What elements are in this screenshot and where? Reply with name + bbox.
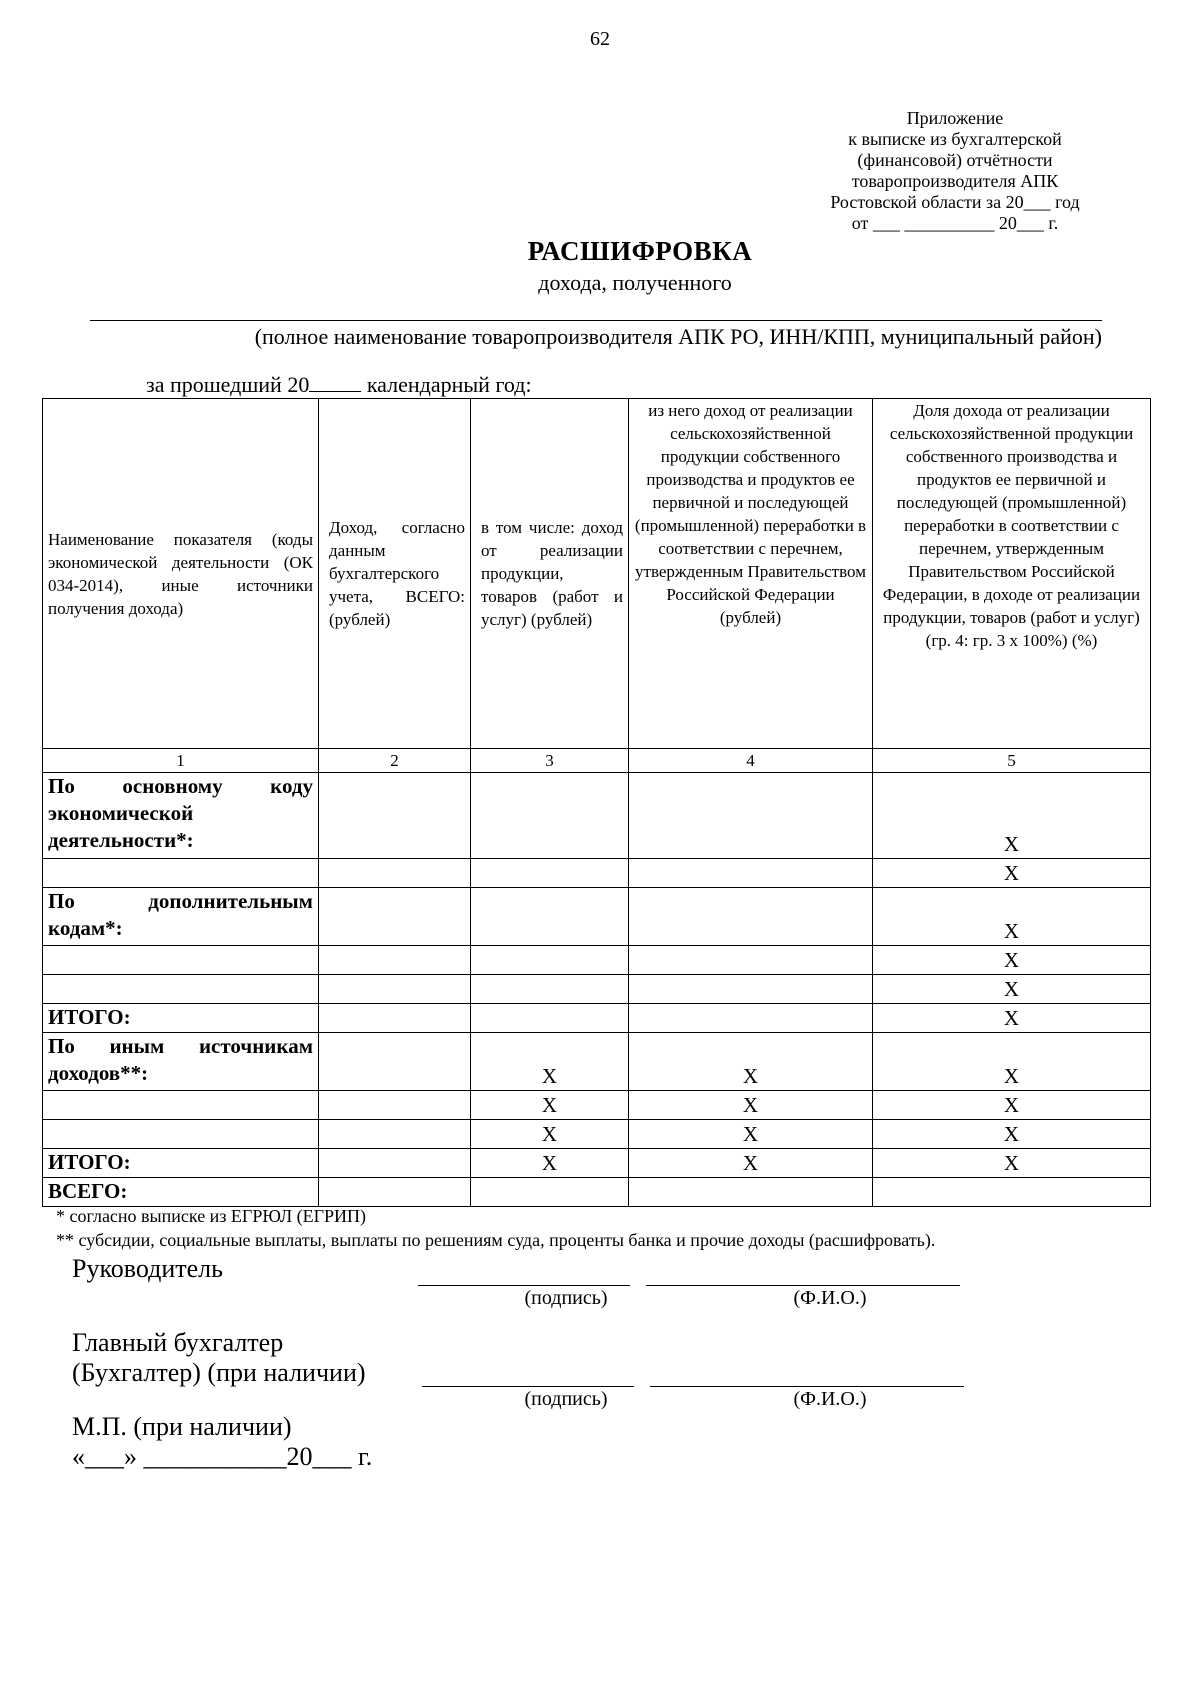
cell-col2 [319, 859, 471, 888]
column-number: 2 [319, 749, 471, 773]
table-row [43, 773, 1151, 859]
row-label: По иным источникам доходов**: [43, 1033, 319, 1091]
accountant-signature-caption: (подпись) [524, 1388, 608, 1410]
row-label [43, 975, 319, 1004]
head-signature-caption: (подпись) [524, 1287, 608, 1309]
cell-col3 [471, 773, 629, 859]
cell-col5: Х [873, 1004, 1151, 1033]
cell-col3: Х [471, 1149, 629, 1178]
column-number: 5 [873, 749, 1151, 773]
head-label: Руководитель [72, 1254, 223, 1283]
head-signature-line [418, 1285, 630, 1286]
producer-name-caption: (полное наименование товаропроизводителя АПК РО, ИНН/КПП, муниципальный район) [254, 324, 1102, 349]
cell-col3: Х [471, 1033, 629, 1091]
appendix-line: к выписке из бухгалтерской [848, 129, 1062, 149]
cell-col5: Х [873, 773, 1151, 859]
header-total-income: Доход, согласно данным бухгалтерского учета, ВСЕГО: (рублей) [319, 399, 471, 749]
cell-col4 [629, 773, 873, 859]
year-blank [309, 373, 361, 392]
row-label [43, 859, 319, 888]
cell-col3 [471, 946, 629, 975]
producer-name-line [90, 320, 1102, 321]
table-row [43, 1004, 1151, 1033]
cell-col4: Х [629, 1091, 873, 1120]
row-label: По основному коду экономической деятельности*: [43, 773, 319, 859]
cell-col2 [319, 773, 471, 859]
cell-col4 [629, 975, 873, 1004]
cell-col4: Х [629, 1120, 873, 1149]
cell-col4 [629, 888, 873, 946]
row-label: ИТОГО: [43, 1004, 319, 1033]
row-label: По дополнительным кодам*: [43, 888, 319, 946]
footnote-egrul: * согласно выписке из ЕГРЮЛ (ЕГРИП) [56, 1206, 367, 1226]
date-line: «___» ___________20___ г. [72, 1442, 373, 1471]
period-prefix: за прошедший 20 [146, 372, 310, 397]
cell-col4 [629, 859, 873, 888]
cell-col2 [319, 1178, 471, 1207]
column-number-row [43, 749, 1151, 773]
row-label: ВСЕГО: [43, 1178, 319, 1207]
header-row [43, 399, 1151, 749]
income-table [42, 398, 1151, 1207]
cell-col5: Х [873, 1120, 1151, 1149]
cell-col5 [873, 1178, 1151, 1207]
cell-col5: Х [873, 946, 1151, 975]
cell-col5: Х [873, 1091, 1151, 1120]
table-row [43, 975, 1151, 1004]
cell-col2 [319, 1120, 471, 1149]
appendix-block [790, 108, 1120, 234]
cell-col4: Х [629, 1149, 873, 1178]
cell-col3: Х [471, 1120, 629, 1149]
appendix-line: товаропроизводителя АПК [851, 171, 1059, 191]
accountant-name-caption: (Ф.И.О.) [793, 1388, 867, 1410]
cell-col4 [629, 946, 873, 975]
cell-col2 [319, 1091, 471, 1120]
header-sales-income: в том числе: доход от реализации продукции, товаров (работ и услуг) (рублей) [471, 399, 629, 749]
column-number: 3 [471, 749, 629, 773]
table-row [43, 888, 1151, 946]
cell-col5: Х [873, 1033, 1151, 1091]
cell-col3 [471, 975, 629, 1004]
header-agri-share: Доля дохода от реализации сельскохозяйственной продукции собственного производства и продуктов ее первичной и последующей (промышленной) переработки в соответствии с перечнем, утвержденным Правительством Российской Федерации, в доходе от реализации продукции, товаров (работ и услуг) (гр. 4: гр. 3 х 100%) (%) [873, 399, 1151, 749]
cell-col5: Х [873, 888, 1151, 946]
page-number: 62 [590, 28, 610, 50]
accountant-signature-line [422, 1386, 634, 1387]
table-row [43, 1033, 1151, 1091]
cell-col3 [471, 1004, 629, 1033]
accountant-name-line [650, 1386, 964, 1387]
cell-col2 [319, 1004, 471, 1033]
cell-col4 [629, 1178, 873, 1207]
table-row [43, 946, 1151, 975]
header-agri-income: из него доход от реализации сельскохозяйственной продукции собственного производства и продуктов ее первичной и последующей (промышленной) переработки в соответствии с перечнем, утвержденным Правительством Российской Федерации (рублей) [629, 399, 873, 749]
table-row [43, 1091, 1151, 1120]
head-name-caption: (Ф.И.О.) [793, 1287, 867, 1309]
stamp-label: М.П. (при наличии) [72, 1412, 292, 1441]
cell-col2 [319, 1149, 471, 1178]
cell-col4: Х [629, 1033, 873, 1091]
table-row [43, 1178, 1151, 1207]
period-suffix: календарный год: [361, 372, 532, 397]
cell-col4 [629, 1004, 873, 1033]
cell-col5: Х [873, 1149, 1151, 1178]
period-line [146, 372, 532, 398]
document-title: РАСШИФРОВКА [527, 236, 753, 266]
appendix-line: от ___ __________ 20___ г. [851, 213, 1059, 233]
header-indicator-name: Наименование показателя (коды экономической деятельности (ОК 034-2014), иные источники получения дохода) [43, 399, 319, 749]
cell-col5: Х [873, 975, 1151, 1004]
row-label [43, 946, 319, 975]
cell-col3 [471, 888, 629, 946]
table-row [43, 1120, 1151, 1149]
footnote-other-income: ** субсидии, социальные выплаты, выплаты по решениям суда, проценты банка и прочие доходы (расшифровать). [56, 1230, 936, 1250]
cell-col2 [319, 1033, 471, 1091]
cell-col2 [319, 888, 471, 946]
appendix-line: Ростовской области за 20___ год [830, 192, 1080, 212]
column-number: 4 [629, 749, 873, 773]
row-label [43, 1091, 319, 1120]
cell-col2 [319, 975, 471, 1004]
document-subtitle: дохода, полученного [538, 270, 732, 295]
head-name-line [646, 1285, 960, 1286]
appendix-line: Приложение [906, 108, 1004, 128]
row-label [43, 1120, 319, 1149]
cell-col3 [471, 859, 629, 888]
row-label: ИТОГО: [43, 1149, 319, 1178]
table-row [43, 1149, 1151, 1178]
column-number: 1 [43, 749, 319, 773]
appendix-line: (финансовой) отчётности [857, 150, 1053, 170]
cell-col3: Х [471, 1091, 629, 1120]
cell-col5: Х [873, 859, 1151, 888]
accountant-label: (Бухгалтер) (при наличии) [72, 1358, 366, 1387]
chief-accountant-label: Главный бухгалтер [72, 1328, 284, 1357]
cell-col2 [319, 946, 471, 975]
cell-col3 [471, 1178, 629, 1207]
table-row [43, 859, 1151, 888]
